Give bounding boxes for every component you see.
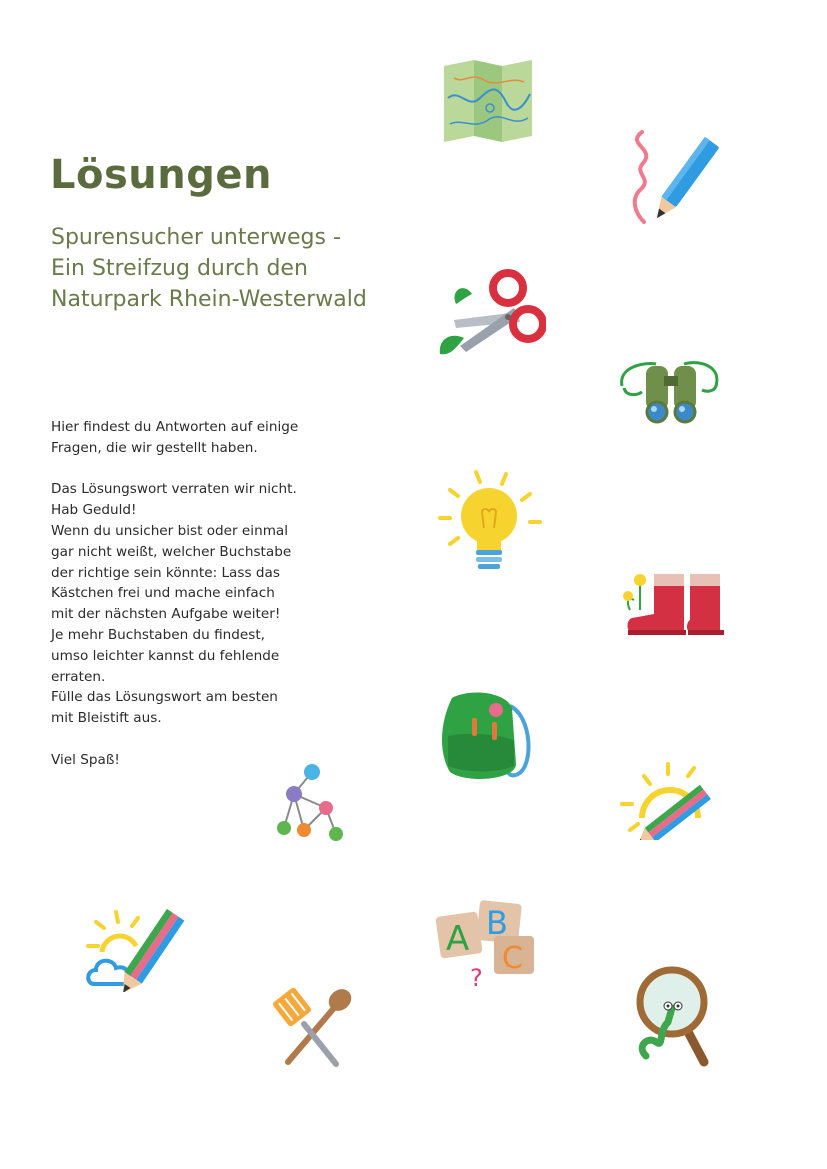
intro-line: Kästchen frei und mache einfach <box>51 585 275 602</box>
letter-question: ? <box>470 964 483 992</box>
spatula-spoon-icon <box>270 986 358 1070</box>
intro-line: der richtige sein könnte: Lass das <box>51 564 280 581</box>
intro-line: erraten. <box>51 668 106 685</box>
binoculars-icon <box>616 356 724 428</box>
intro-line: mit Bleistift aus. <box>51 710 162 727</box>
molecule-icon <box>272 760 348 846</box>
intro-line: Fragen, die wir gestellt haben. <box>51 439 258 456</box>
rubber-boots-icon <box>616 570 728 640</box>
sun-pencil-icon <box>618 760 718 840</box>
pencil-swirl-icon <box>624 128 720 232</box>
page-title: Lösungen <box>50 152 272 198</box>
page-subtitle <box>51 222 367 315</box>
letter-blocks-icon <box>434 898 542 992</box>
lightbulb-icon <box>436 468 542 578</box>
intro-line: Hier findest du Antworten auf einige <box>51 419 299 435</box>
subtitle-line: Naturpark Rhein-Westerwald <box>51 287 367 312</box>
intro-line: Fülle das Lösungswort am besten <box>51 689 278 706</box>
intro-line: Je mehr Buchstaben du findest, <box>51 626 265 643</box>
letter-b: B <box>486 904 508 942</box>
letter-c: C <box>502 941 523 976</box>
scissors-icon <box>434 268 546 364</box>
intro-line: Wenn du unsicher bist oder einmal <box>51 522 289 539</box>
intro-line: Das Lösungswort verraten wir nicht. <box>51 481 297 498</box>
intro-line: Hab Geduld! <box>51 502 137 519</box>
backpack-icon <box>436 686 536 786</box>
intro-text <box>51 417 298 771</box>
magnifier-worm-icon <box>628 962 718 1072</box>
intro-line: gar nicht weißt, welcher Buchstabe <box>51 543 292 560</box>
subtitle-line: Ein Streifzug durch den <box>51 256 308 281</box>
intro-line: Viel Spaß! <box>51 751 120 768</box>
map-icon <box>440 58 536 146</box>
subtitle-line: Spurensucher unterwegs - <box>51 225 341 250</box>
letter-a: A <box>446 919 470 959</box>
intro-line: mit der nächsten Aufgabe weiter! <box>51 606 281 623</box>
cloud-pencil-icon <box>84 896 196 992</box>
intro-line: umso leichter kannst du fehlende <box>51 647 280 664</box>
